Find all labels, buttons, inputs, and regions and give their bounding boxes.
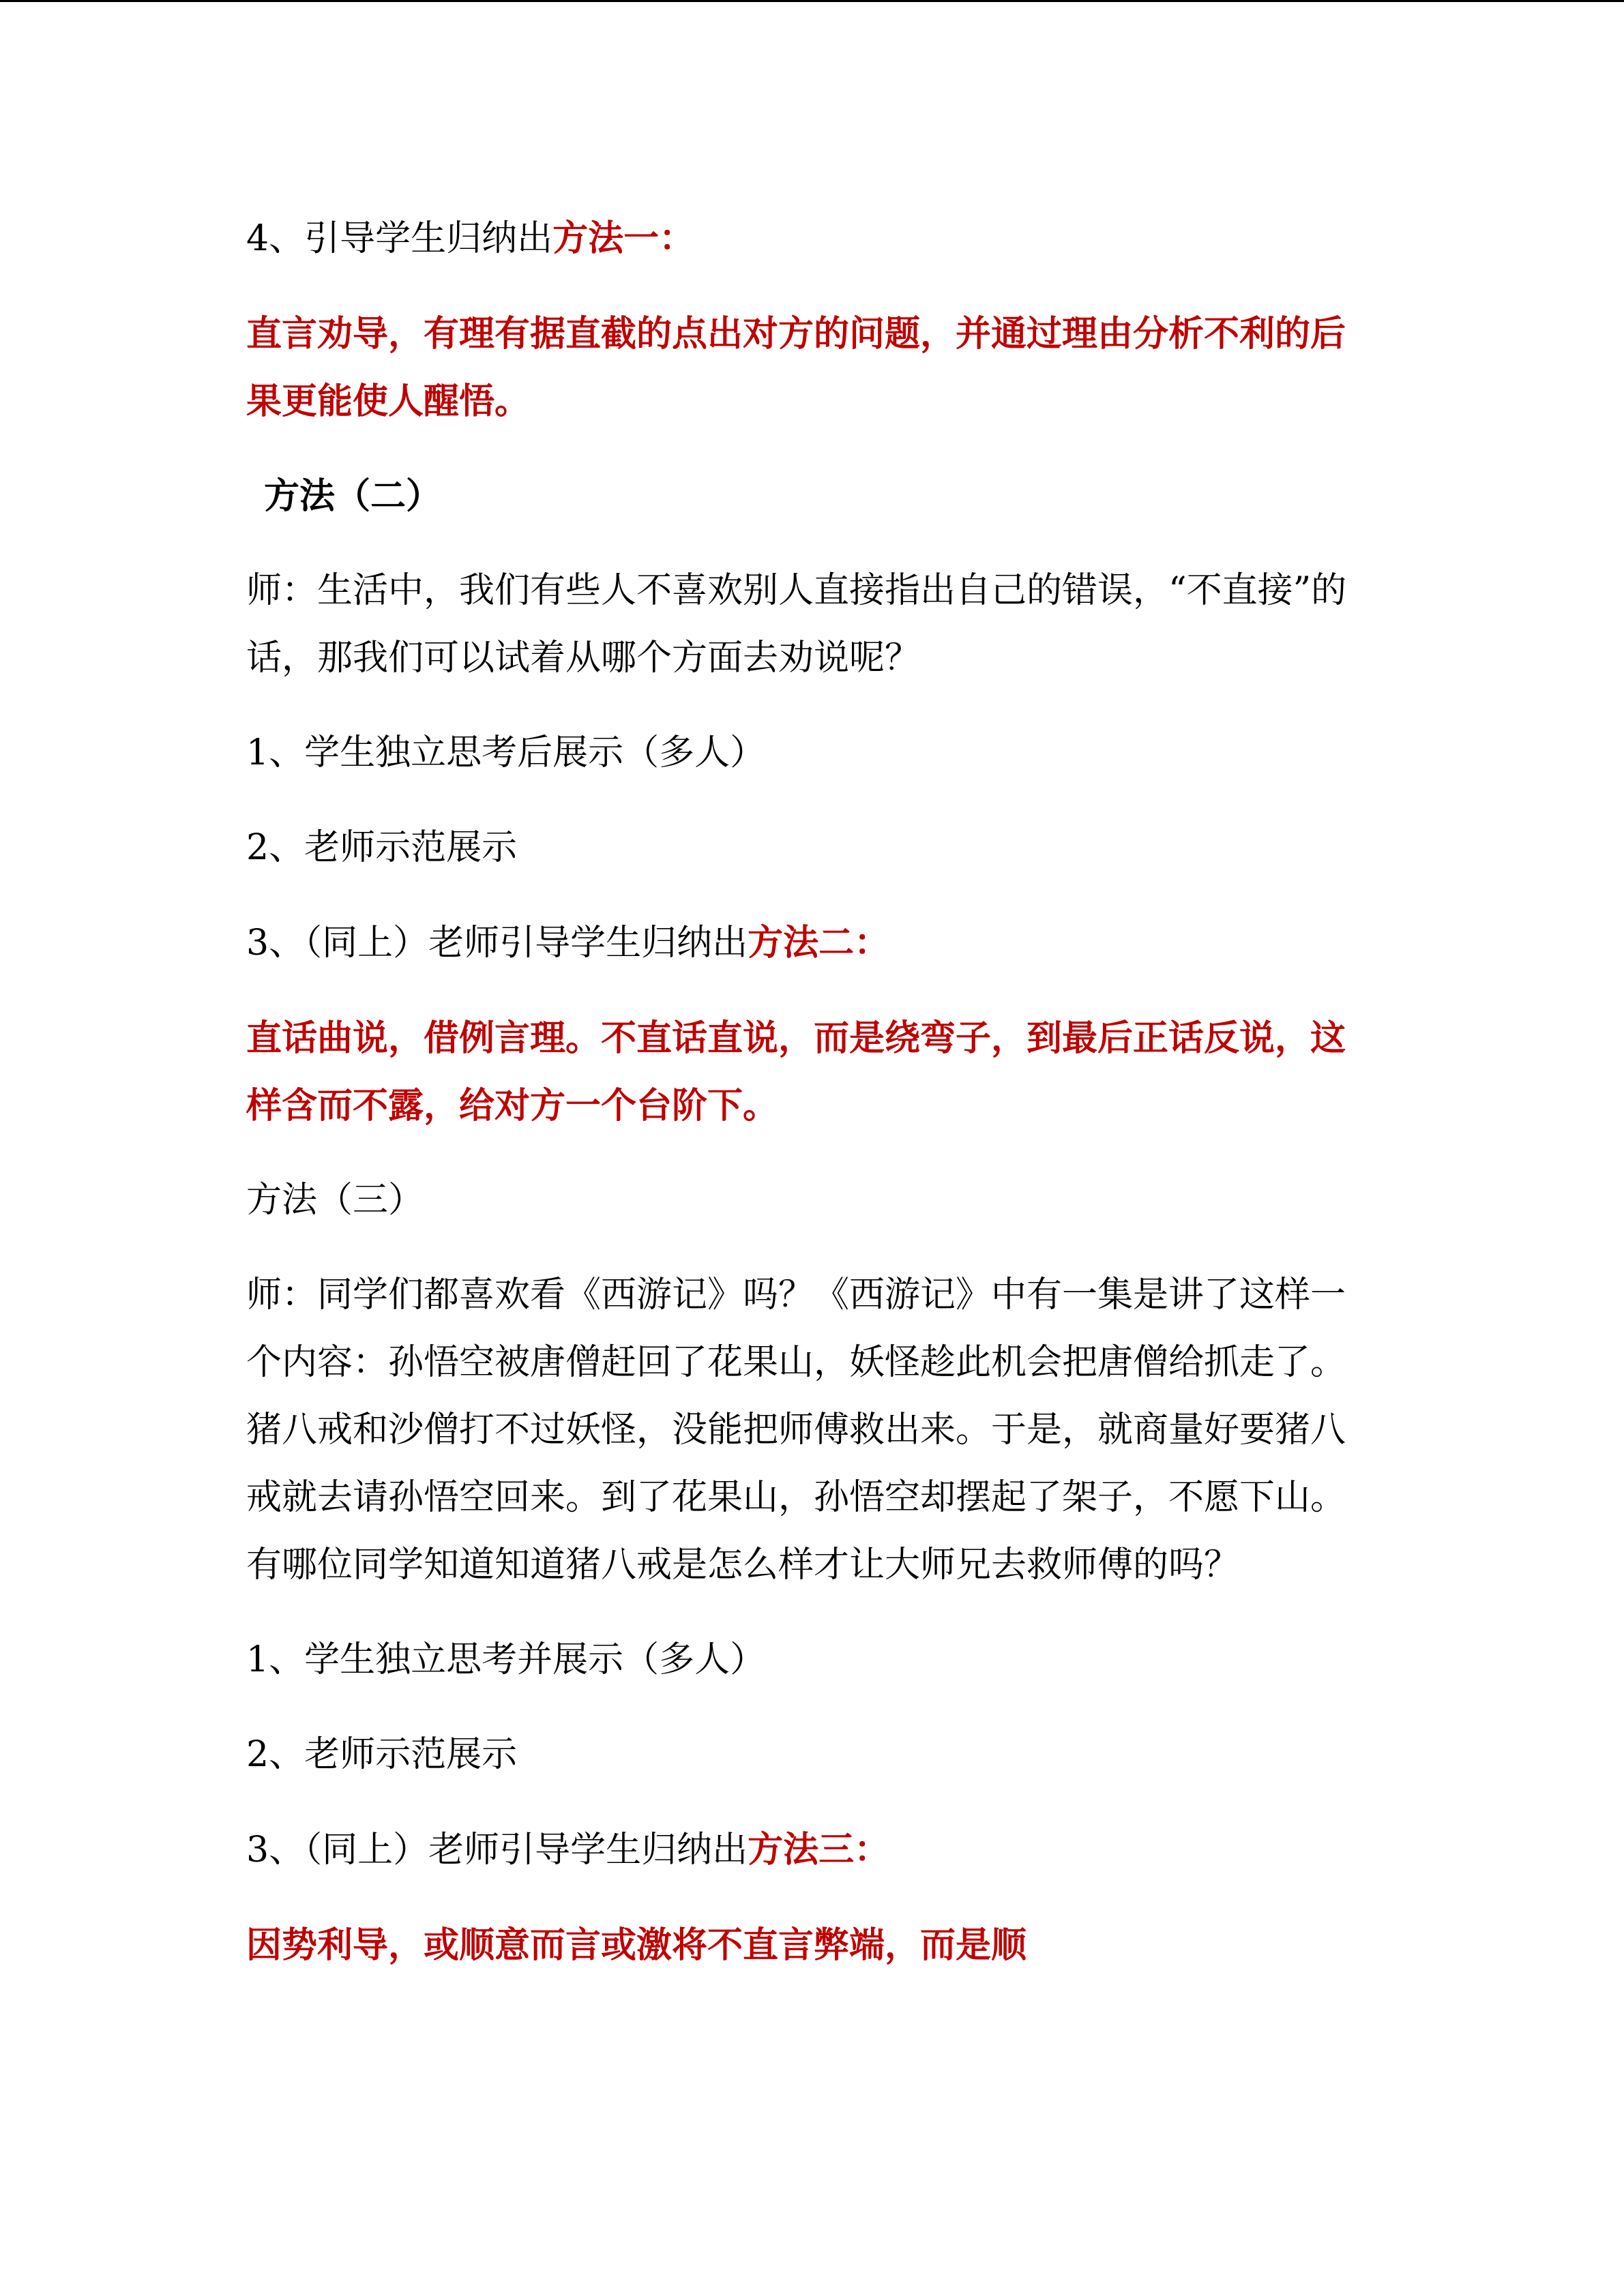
method2-label: 方法二： [748,922,890,964]
document-page [246,205,1365,2006]
method2-step3-text: 3、（同上）老师引导学生归纳出 [246,923,748,964]
step4-text: 4、引导学生归纳出 [246,218,553,259]
method2-step1: 1、学生独立思考后展示（多人） [246,732,766,773]
method1-label: 方法一： [552,218,695,259]
method3-heading: 方法（三） [246,1180,424,1221]
method3-step3-paragraph [246,1816,1365,1884]
top-border-line [0,0,1624,2]
method3-label: 方法三： [748,1829,890,1870]
method3-step2: 2、老师示范展示 [246,1734,518,1775]
teacher-question-3: 师：同学们都喜欢看《西游记》吗？《西游记》中有一集是讲了这样一个内容：孙悟空被唐僧赶回了花果山，妖怪趁此机会把唐僧给抓走了。猪八戒和沙僧打不过妖怪，没能把师傅救出来。于是，就商量好要猪八戒就去请孙悟空回来。到了花果山，孙悟空却摆起了架子，不愿下山。有哪位同学知道知道猪八戒是怎么样才让大师兄去救师傅的吗？ [246,1274,1346,1585]
method2-summary: 直话曲说，借例言理。不直话直说，而是绕弯子，到最后正话反说，这样含而不露，给对方一个台阶下。 [246,1017,1346,1127]
method3-summary: 因势利导，或顺意而言或激将不直言弊端，而是顺 [246,1924,1027,1966]
teacher-question-2: 师：生活中，我们有些人不喜欢别人直接指出自己的错误，“不直接”的话，那我们可以试着从哪个方面去劝说呢？ [246,570,1347,679]
method2-step3-paragraph [246,909,1365,977]
method2-heading: 方法（二） [264,475,442,517]
method2-step2: 2、老师示范展示 [246,827,518,868]
method3-step3-text: 3、（同上）老师引导学生归纳出 [246,1830,748,1870]
method3-step1: 1、学生独立思考并展示（多人） [246,1639,766,1680]
method1-summary: 直言劝导，有理有据直截的点出对方的问题，并通过理由分析不利的后果更能使人醒悟。 [246,313,1346,422]
step4-paragraph [246,205,1365,273]
